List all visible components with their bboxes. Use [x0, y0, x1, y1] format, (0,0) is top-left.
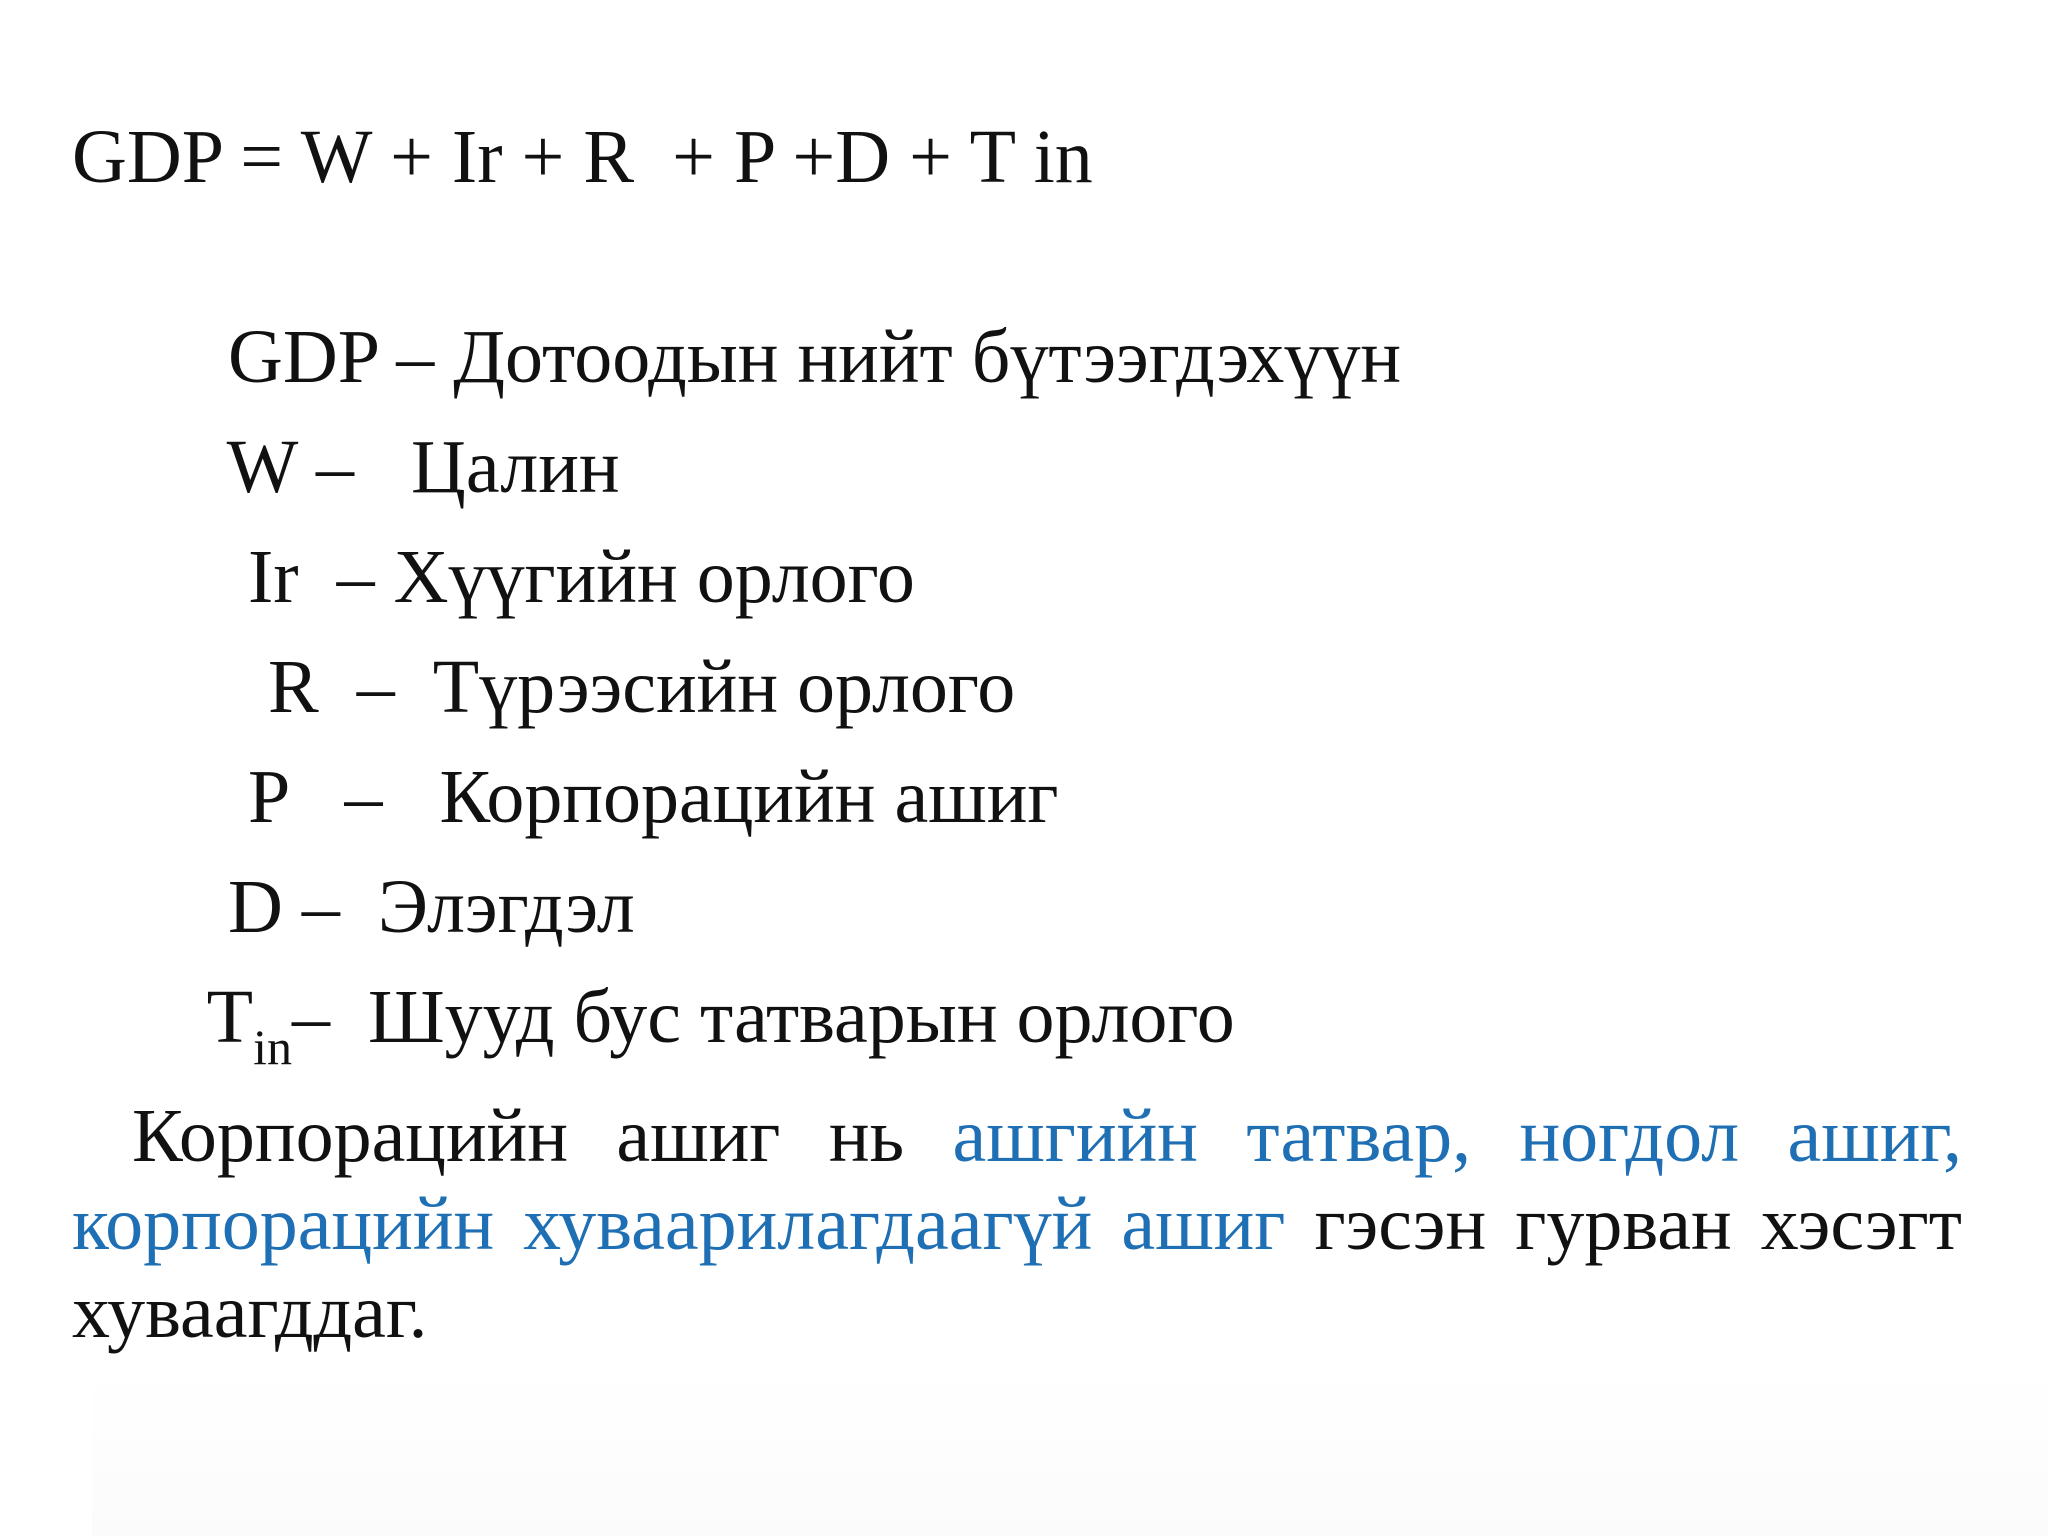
definition-symbol: Ir — [248, 535, 299, 619]
definition-meaning: Элэгдэл — [377, 865, 635, 949]
definition-separator: – — [297, 425, 411, 509]
definition-meaning: Корпорацийн ашиг — [439, 755, 1059, 839]
definition-separator: – — [318, 645, 433, 729]
definition-separator: – — [282, 865, 378, 949]
definition-symbol: R — [268, 645, 319, 729]
paragraph-highlight: ашгийн татвар, ногдол ашиг, корпорацийн хуваарилагдаагүй ашиг — [72, 1094, 1962, 1266]
definition-symbol: W — [226, 425, 297, 509]
definition-meaning: Шууд бус татварын орлого — [367, 975, 1235, 1059]
definition-symbol: D — [228, 865, 283, 949]
definition-symbol: GDP — [228, 315, 378, 399]
definition-symbol: T — [206, 975, 254, 1059]
definition-symbol: P — [248, 755, 288, 839]
definition-separator: – — [287, 755, 440, 839]
corporate-profit-paragraph — [72, 1092, 1962, 1356]
gdp-formula: GDP = W + Ir + R + P +D + T in — [72, 115, 1093, 199]
definition-meaning: Дотоодын нийт бүтээгдэхүүн — [453, 315, 1401, 399]
definition-separator: – — [377, 315, 454, 399]
background-shade — [92, 1370, 2048, 1536]
definition-meaning: Цалин — [411, 425, 620, 509]
definition-meaning: Хүүгийн орлого — [393, 535, 915, 619]
definition-separator: – — [291, 975, 368, 1059]
definition-subscript: in — [253, 1019, 292, 1075]
definition-meaning: Түрээсийн орлого — [432, 645, 1016, 729]
paragraph-text: Корпорацийн ашиг нь — [132, 1094, 953, 1178]
definition-separator: – — [298, 535, 394, 619]
paragraph-text: гэсэн гурван хэсэгт хуваагддаг. — [72, 1182, 1963, 1354]
